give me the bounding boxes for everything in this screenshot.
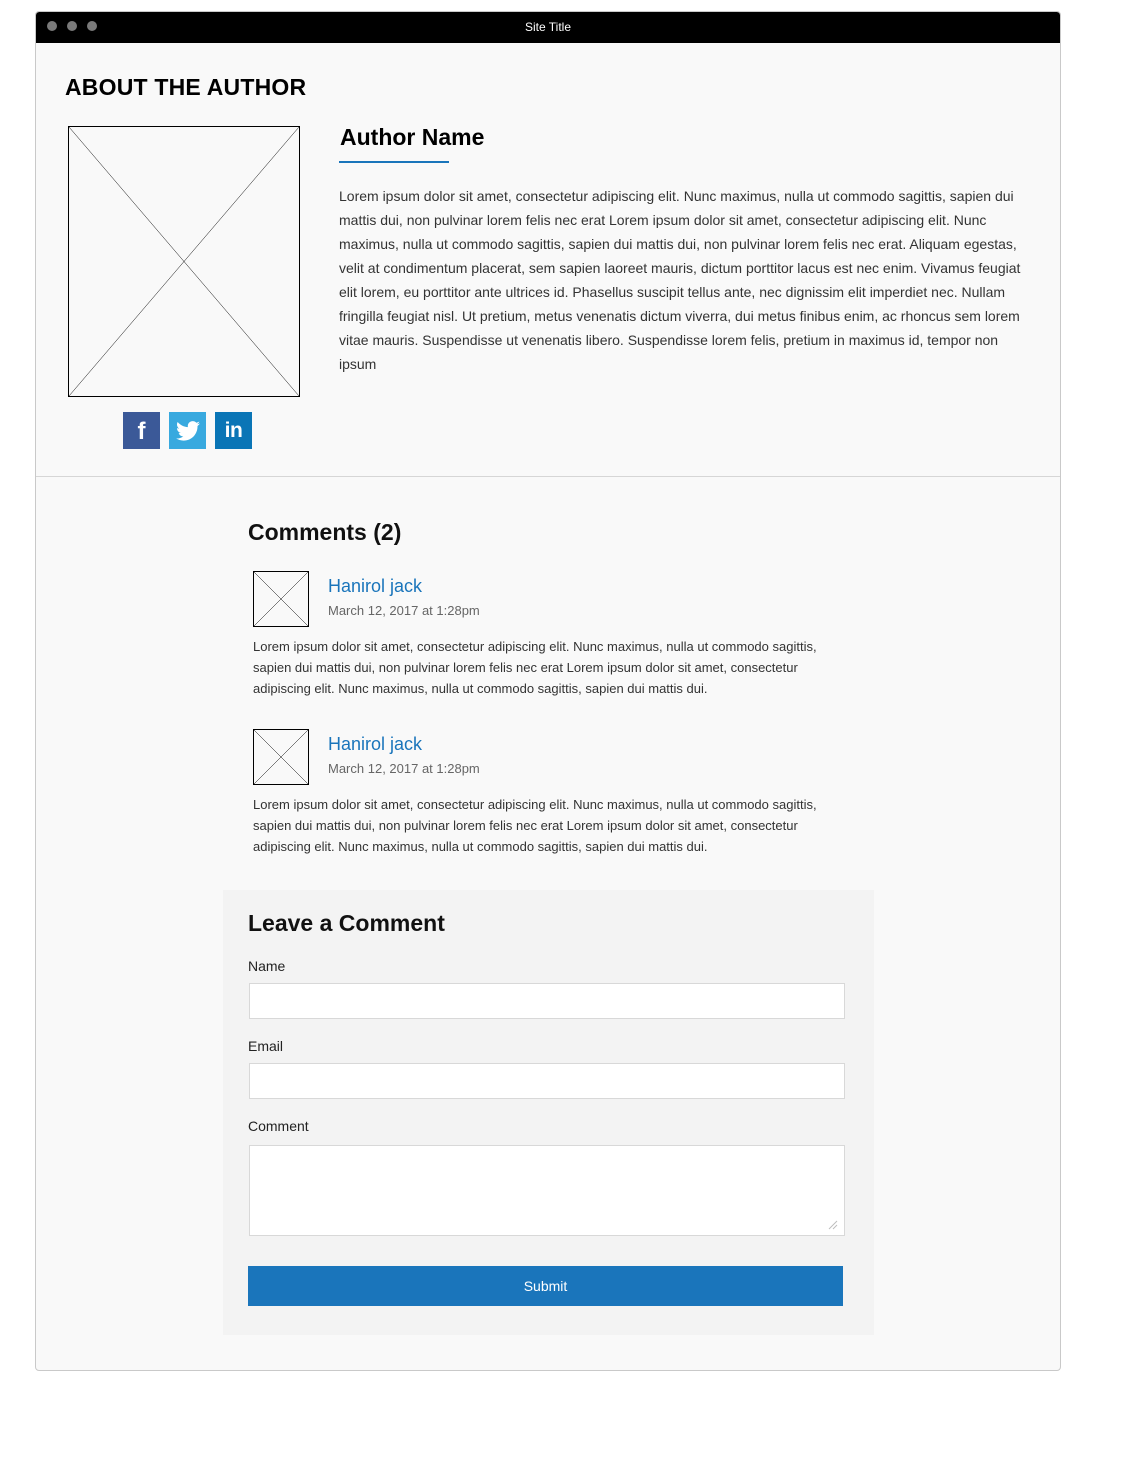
comment-date: March 12, 2017 at 1:28pm: [328, 761, 480, 776]
section-divider: [36, 476, 1060, 477]
comment-textarea[interactable]: [249, 1145, 845, 1236]
comment-label: Comment: [248, 1118, 309, 1134]
image-placeholder-icon: [69, 127, 299, 396]
facebook-icon: f: [137, 418, 146, 445]
linkedin-share-button[interactable]: [215, 412, 252, 449]
avatar-placeholder-icon: [254, 572, 308, 626]
comment-avatar: [253, 571, 309, 627]
twitter-icon: [176, 421, 200, 441]
leave-comment-heading: Leave a Comment: [248, 910, 445, 936]
window-titlebar: [36, 12, 1060, 43]
name-label: Name: [248, 958, 286, 974]
comment-avatar: [253, 729, 309, 785]
site-title: Site Title: [524, 20, 572, 34]
leave-comment-form: [223, 890, 874, 1335]
comment-body: Lorem ipsum dolor sit amet, consectetur adipiscing elit. Nunc maximus, nulla ut commodo sagittis, sapien dui mattis dui, non pulvinar lorem felis nec erat Lorem ipsum dolor sit amet, consectetur adipiscing elit. Nunc maximus, nulla ut commodo sagittis, sapien dui mattis dui.: [253, 639, 817, 696]
email-label: Email: [248, 1038, 284, 1054]
resize-handle-icon[interactable]: [826, 1218, 838, 1230]
browser-window: [35, 11, 1061, 1371]
comment-body: Lorem ipsum dolor sit amet, consectetur adipiscing elit. Nunc maximus, nulla ut commodo sagittis, sapien dui mattis dui, non pulvinar lorem felis nec erat Lorem ipsum dolor sit amet, consectetur adipiscing elit. Nunc maximus, nulla ut commodo sagittis, sapien dui mattis dui.: [253, 797, 817, 854]
avatar-placeholder-icon: [254, 730, 308, 784]
linkedin-icon: in: [224, 418, 243, 442]
submit-button[interactable]: Submit: [248, 1266, 843, 1306]
author-bio: Lorem ipsum dolor sit amet, consectetur adipiscing elit. Nunc maximus, nulla ut commodo sagittis, sapien dui mattis dui, non pulvinar lorem felis nec erat Lorem ipsum dolor sit amet, consectetur adipiscing elit. Nunc maximus, nulla ut commodo sagittis, sapien dui mattis dui, non pulvinar lorem felis nec erat. Aliquam egestas, velit at condimentum placerat, sem sapien laoreet mauris, dictum porttitor lacus est nec enim. Vivamus feugiat elit lorem, eu porttitor ante ultrices id. Phasellus suscipit tellus ante, nec dignissim elit imperdiet nec. Nullam fringilla feugiat nisl. Ut pretium, metus venenatis dictum viverra, dui metus finibus enim, ac rhoncus sem lorem vitae mauris. Suspendisse ut venenatis libero. Suspendisse lorem felis, pretium in maximus id, tempor non ipsum: [339, 188, 1021, 372]
comment-date: March 12, 2017 at 1:28pm: [328, 603, 480, 618]
name-input[interactable]: [249, 983, 845, 1019]
author-name: Author Name: [340, 124, 485, 150]
email-input[interactable]: [249, 1063, 845, 1099]
facebook-share-button[interactable]: [123, 412, 160, 449]
comment-author-link[interactable]: Hanirol jack: [328, 734, 423, 754]
author-name-underline: [339, 161, 449, 163]
about-author-heading: ABOUT THE AUTHOR: [65, 74, 307, 100]
twitter-share-button[interactable]: [169, 412, 206, 449]
comment-author-link[interactable]: Hanirol jack: [328, 576, 423, 596]
comments-heading: Comments (2): [248, 519, 402, 545]
author-photo-placeholder: [68, 126, 300, 397]
